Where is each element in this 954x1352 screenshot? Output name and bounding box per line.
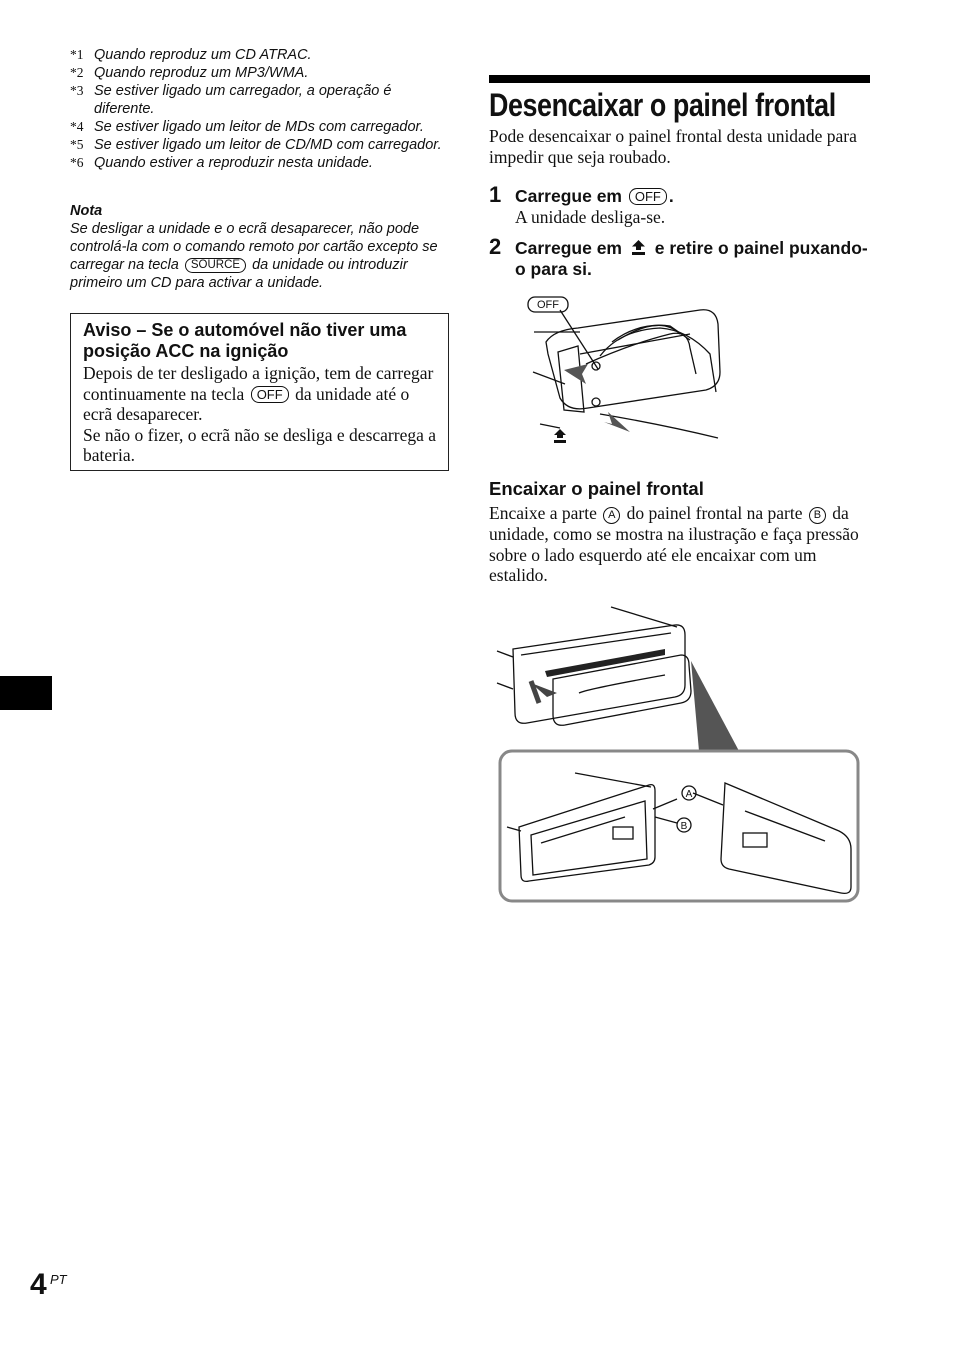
off-key-label: OFF	[629, 188, 667, 205]
step-heading: Carregue em e retire o painel puxando-o para si.	[515, 238, 868, 279]
part-a-label: A	[685, 789, 693, 800]
off-key-label: OFF	[251, 386, 289, 403]
panel-connector	[613, 827, 633, 839]
step-heading: Carregue em OFF .	[515, 186, 674, 206]
warning-box	[70, 313, 449, 471]
attach-text: Encaixe a parte A do painel frontal na parte B da unidade, como se mostra na ilustração e faça pressão sobre o lado esquerdo até ele encaixar com um estalido.	[489, 503, 859, 585]
attach-title: Encaixar o painel frontal	[489, 478, 704, 499]
part-b-label: B	[680, 821, 688, 832]
part-a-marker: A	[603, 507, 620, 524]
heading-rule	[489, 75, 870, 83]
off-callout-label: OFF	[537, 299, 559, 311]
warning-body: Depois de ter desligado a ignição, tem de carregar continuamente na tecla OFF da unidade até o ecrã desaparecer. Se não o fizer, o ecrã não se desliga e descarrega a bateria.	[83, 363, 436, 465]
warning-title: Aviso – Se o automóvel não tiver uma posição ACC na ignição	[83, 320, 407, 361]
attach-illustration	[495, 605, 865, 905]
step-number: 2	[489, 234, 502, 259]
footnote: *6 Quando estiver a reproduzir nesta unidade.	[70, 155, 373, 171]
note-body: Se desligar a unidade e o ecrã desaparecer, não pode controlá-la com o comando remoto por cartão excepto se carregar na tecla SOURCE da unidade ou introduzir primeiro um CD para activar a unidade.	[70, 221, 438, 291]
step-1	[489, 182, 869, 227]
footnote: *2 Quando reproduz um MP3/WMA.	[70, 65, 309, 81]
detach-illustration	[520, 294, 730, 446]
footnote: *3 Se estiver ligado um carregador, a operação é diferente.	[70, 83, 392, 117]
note-title: Nota	[70, 203, 103, 219]
page-number: 4	[30, 1268, 47, 1301]
release-icon	[630, 239, 647, 256]
footnote: *1 Quando reproduz um CD ATRAC.	[70, 47, 312, 63]
footnote: *4 Se estiver ligado um leitor de MDs com carregador.	[70, 119, 424, 135]
panel-connector	[743, 833, 767, 847]
source-key-label: SOURCE	[185, 258, 246, 273]
note	[70, 202, 455, 292]
step-result: A unidade desliga-se.	[515, 207, 666, 227]
step-number: 1	[489, 182, 502, 207]
footnote: *5 Se estiver ligado um leitor de CD/MD com carregador.	[70, 137, 442, 153]
section-tab-marker	[0, 676, 52, 710]
footnotes	[70, 46, 455, 172]
section-intro: Pode desencaixar o painel frontal desta unidade para impedir que seja roubado.	[489, 126, 857, 167]
release-icon	[554, 429, 566, 443]
section-title: Desencaixar o painel frontal	[489, 87, 836, 123]
step-2	[489, 234, 869, 280]
page-language-code: PT	[50, 1272, 67, 1287]
part-b-marker: B	[809, 507, 826, 524]
